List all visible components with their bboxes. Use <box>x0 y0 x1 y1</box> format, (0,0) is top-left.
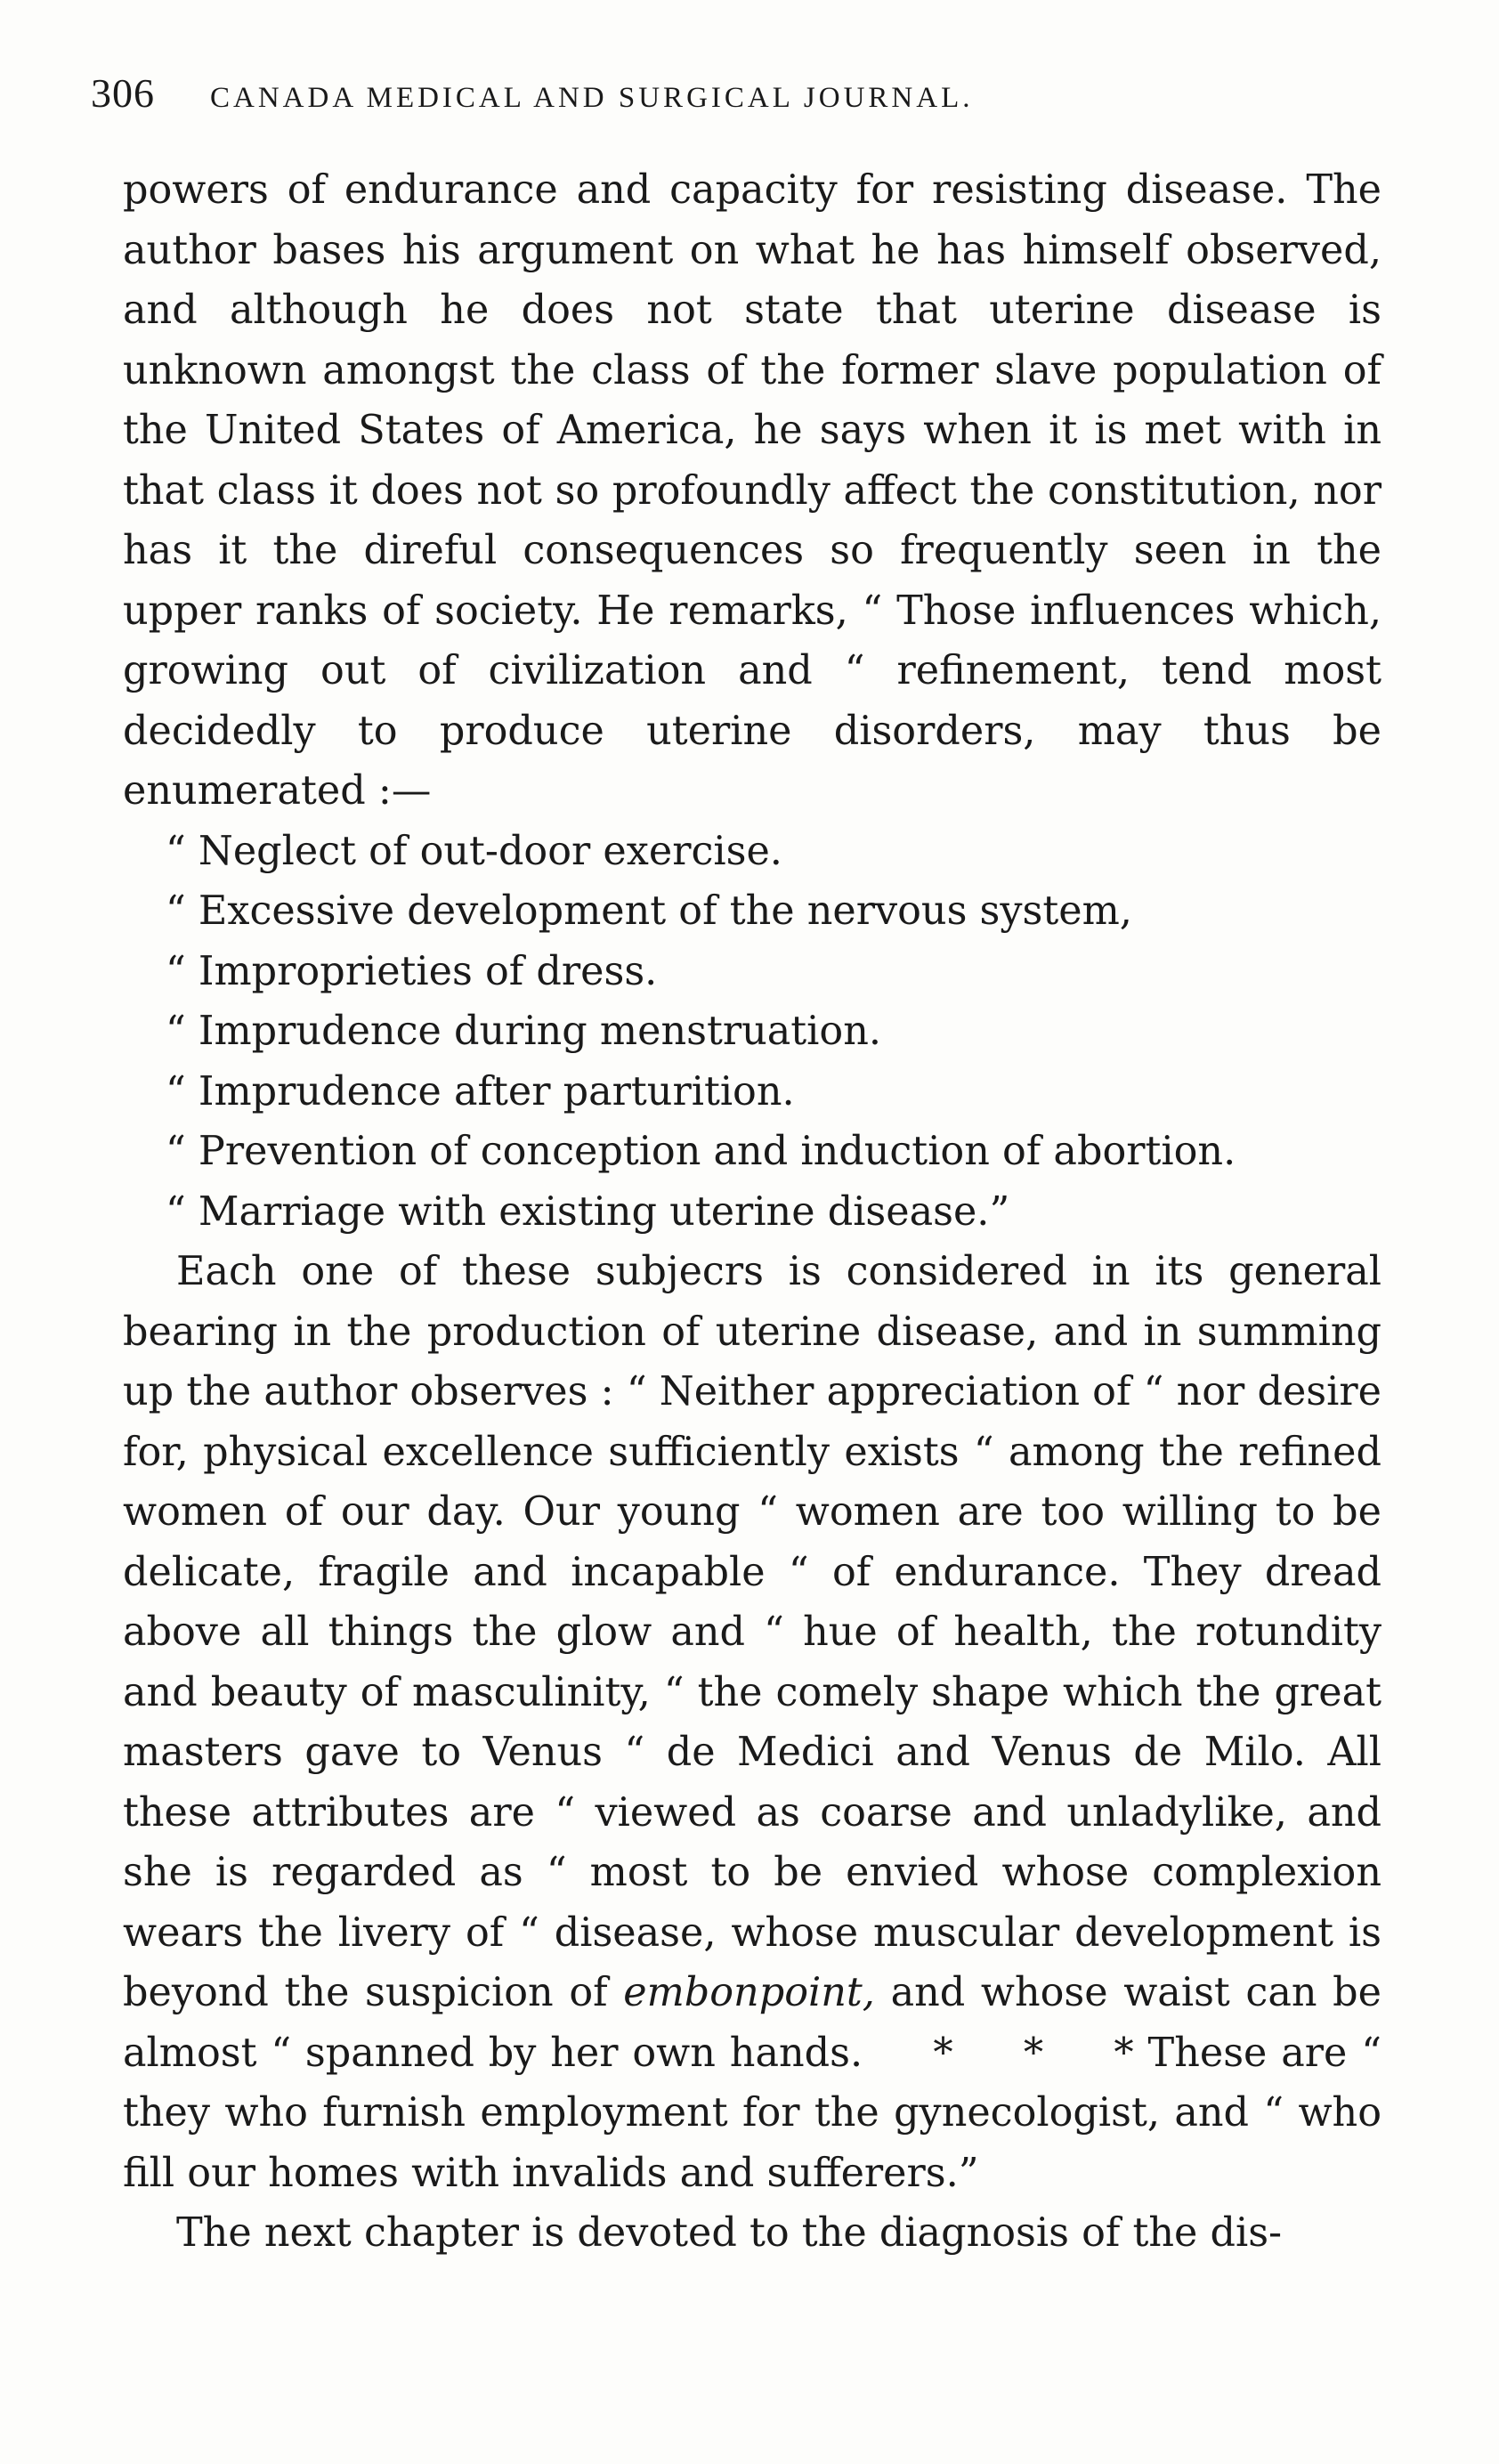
list-item: “ Excessive development of the nervous system, <box>166 888 1132 934</box>
paragraph-2 <box>123 1242 1382 2203</box>
list-item: “ Prevention of conception and induction of abortion. <box>166 1129 1236 1174</box>
paragraph-2-text-end: and whose waist can be almost “ spanned by her own hands. * * * These are “ they who furnish employment for the gynecologist, and “ who fill our homes with invalids and sufferers.” <box>123 1970 1382 2196</box>
list-item: “ Neglect of out-door exercise. <box>166 828 782 874</box>
list-item: “ Imprudence after parturition. <box>166 1068 795 1114</box>
running-head: CANADA MEDICAL AND SURGICAL JOURNAL. <box>210 82 974 114</box>
paragraph-2-text: Each one of these subjecrs is considered in its general bearing in the production of uterine disease, and in summing up the author observes : “ Neither appreciation of “ nor desire for, physical excellence sufficiently exists “ among the refined women of our day. Our young “ women are too willing to be delicate, fragile and incapable “ of endurance. They dread above all things the glow and “ hue of health, the rotundity and beauty of masculinity, “ the comely shape which the great masters gave to Venus “ de Medici and Venus de Milo. All these attributes are “ viewed as coarse and unladylike, and she is regarded as “ most to be envied whose complexion wears the livery of “ disease, whose muscular development is beyond the suspicion of <box>123 1249 1382 2015</box>
page-number: 306 <box>91 70 155 116</box>
page-header <box>91 69 1373 123</box>
enumerated-list <box>123 822 1382 1243</box>
italic-term: embonpoint, <box>623 1970 875 2015</box>
paragraph-3: The next chapter is devoted to the diagnosis of the dis- <box>176 2210 1283 2256</box>
list-item: “ Imprudence during menstruation. <box>166 1009 881 1054</box>
list-item: “ Marriage with existing uterine disease.” <box>166 1188 1010 1235</box>
article-body <box>123 160 1382 2264</box>
paragraph-1: powers of endurance and capacity for resisting disease. The author bases his argument on what he has himself observed, and although he does not state that uterine disease is unknown amongst the class of the former slave population of the United States of America, he says when it is met with in that class it does not so profoundly affect the constitution, nor has it the direful consequences so frequently seen in the upper ranks of society. He remarks, “ Those influences which, growing out of civilization and “ refinement, tend most decidedly to produce uterine disorders, may thus be enumerated :— <box>123 167 1382 814</box>
list-item: “ Improprieties of dress. <box>166 948 658 994</box>
